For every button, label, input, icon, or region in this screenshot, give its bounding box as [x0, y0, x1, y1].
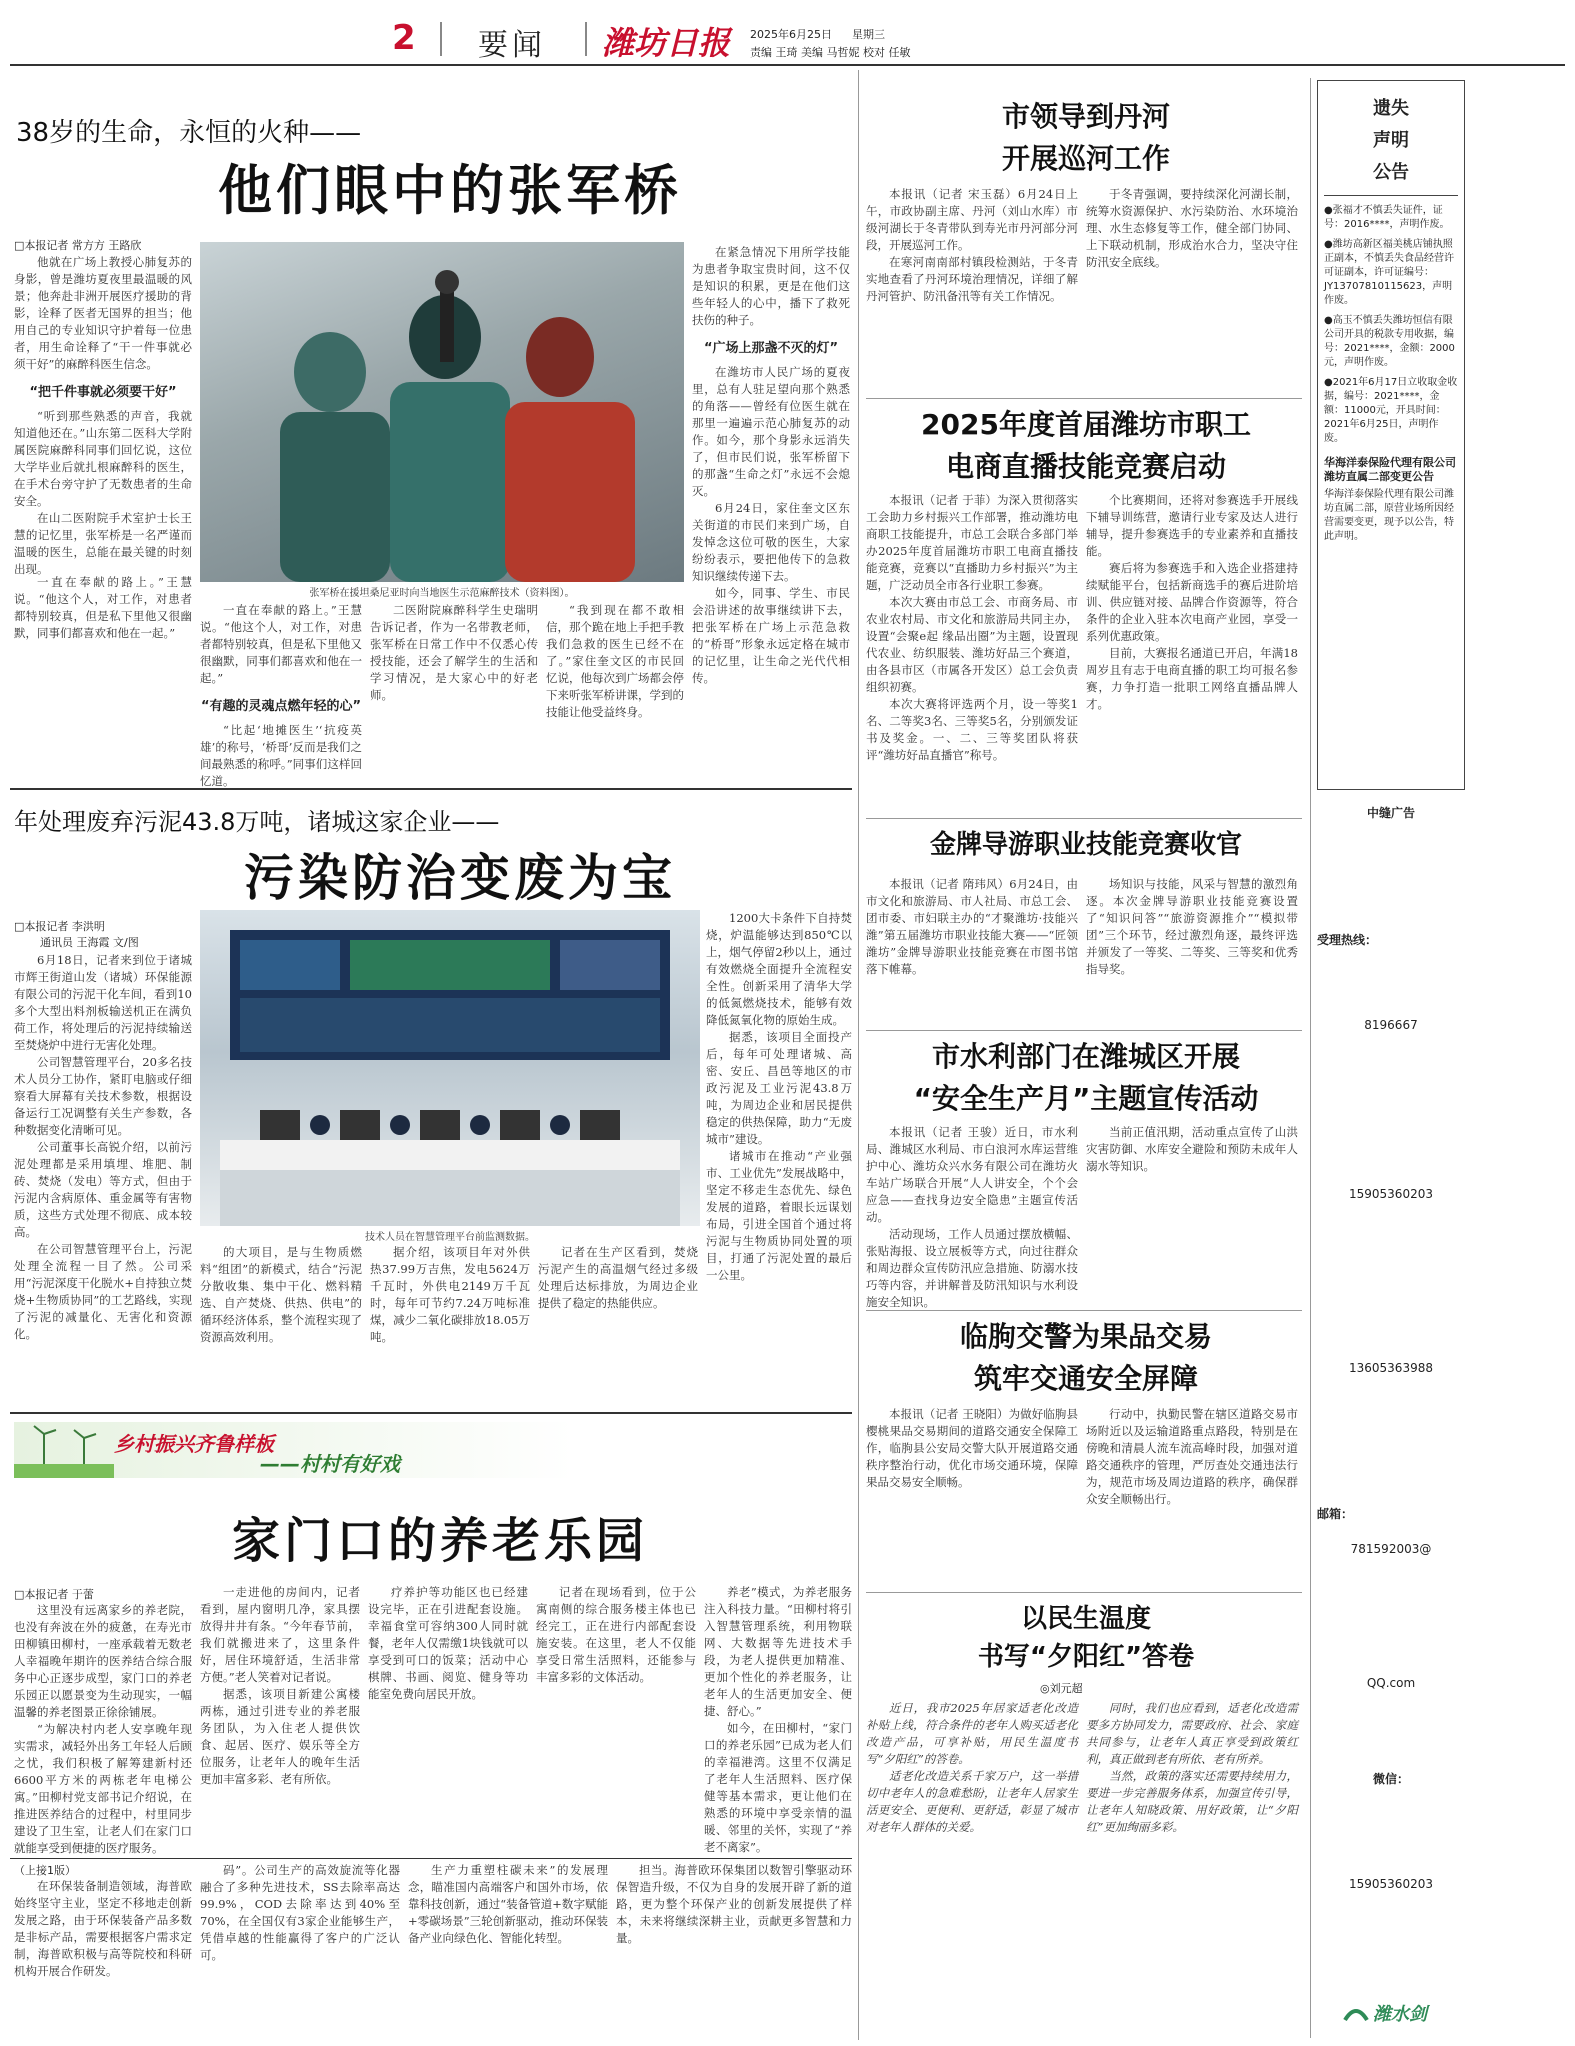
- a2-para: 公司董事长高锐介绍，以前污泥处理都是采用填埋、堆肥、制砖、焚烧（发电）等方式，但由于污泥内含病原体、重金属等有害物质，这些方式处理不彻底、成本较高。: [14, 1140, 192, 1239]
- a3-banner-title: 乡村振兴齐鲁样板: [114, 1432, 274, 1456]
- notice-title: [1324, 87, 1458, 196]
- ad-section: [1317, 804, 1465, 1891]
- notice-item: ●潍坊高新区福美桃店铺执照正副本，不慎丢失食品经营许可证副本，许可证编号：JY13707810115623，声明作废。: [1324, 239, 1454, 306]
- r6-headline: [866, 1600, 1306, 1676]
- a3-col2: [200, 1584, 360, 1852]
- ad-label: 中缝广告: [1366, 806, 1415, 820]
- mail-2: QQ.com: [1366, 1676, 1416, 1690]
- a1-para: 在山二医附院手术室护士长王慧的记忆里，张军桥是一名严谨而温暖的医生，总能在最关键的时刻出现。: [14, 511, 192, 576]
- a1-subhead-1: “把千件事就必须要干好”: [29, 385, 177, 400]
- a4-col3: [408, 1862, 608, 2042]
- r2-headline-line2: 电商直播技能竞赛启动: [945, 450, 1226, 483]
- a3-para: “为解决村内老人安享晚年现实需求，减轻外出务工年轻人后顾之忧，我们积极了解筹建新村还6600平方米的两栋老年电梯公寓。”田柳村党支部书记介绍说，在推进医养结合的过程中，村里同步建设了卫生室，让老人们在家门口就能享受到便捷的医疗服务。: [14, 1722, 192, 1855]
- a3-headline: 家门口的养老乐园: [231, 1513, 648, 1569]
- page-header: [0, 0, 1575, 62]
- a3-col3: [368, 1584, 528, 1852]
- header-divider-1: [440, 22, 442, 56]
- logo-text: 潍水剑: [1373, 2004, 1427, 2025]
- a3-byline: □本报记者 于蕾: [14, 1588, 94, 1601]
- r5-col1: [866, 1406, 1078, 1586]
- r2-para: 目前，大赛报名通道已开启，年满18周岁且有志于电商直播的职工均可报名参赛，力争打造一批职工网络直播品牌人才。: [1086, 646, 1298, 711]
- a4-col1: [14, 1862, 192, 2042]
- r6-headline-line1: 以民生温度: [1020, 1604, 1151, 1634]
- r4-para: 活动现场，工作人员通过摆放横幅、张贴海报、设立展板等方式，向过往群众和周边群众宣传防汛应急措施、防溺水技巧等内容，并讲解普及防汛知识与水利设施安全知识。: [866, 1227, 1078, 1309]
- r1-col2: [1086, 186, 1298, 386]
- r2-para: 赛后将为参赛选手和入选企业搭建持续赋能平台，包括新商选手的赛后进阶培训、供应链对接、品牌合作资源等，符合条件的企业入驻本次电商产业园，享受一系列优惠政策。: [1086, 561, 1298, 643]
- a3-col5: [704, 1584, 852, 1852]
- notice-item: 华海洋泰保险代理有限公司潍坊直属二部，原营业场所因经营需要变更，现予以公告，特此声明。: [1324, 489, 1454, 542]
- a1-photo: [200, 242, 684, 582]
- a2-para: 6月18日，记者来到位于诸城市辉王街道山发（诸城）环保能源有限公司的污泥干化车间，看到10多个大型出料剂板输送机正在满负荷工作，将处理后的污泥持续输送至焚烧炉中进行无害化处理。: [14, 953, 192, 1052]
- a4-col4: [616, 1862, 852, 2042]
- a2-photo-caption: 技术人员在智慧管理平台前监测数据。: [365, 1232, 535, 1243]
- r4-para: 当前正值汛期，活动重点宣传了山洪灾害防御、水库安全避险和预防未成年人溺水等知识。: [1086, 1125, 1298, 1173]
- r2-para: 本次大赛将评选两个月，设一等奖1名、二等奖3名、三等奖5名，分别颁发证书及奖金。一、二、三等奖团队将获评“潍坊好品直播官”称号。: [866, 697, 1078, 762]
- r4-headline: [866, 1036, 1306, 1120]
- r3-bottom-rule: [866, 1030, 1302, 1031]
- notice-item: ●2021年6月17日立收取金收据，编号：2021****，金额：11000元，开具时间：2021年6月25日，声明作废。: [1324, 377, 1458, 444]
- page-number: 2: [392, 18, 416, 58]
- r4-bottom-rule: [866, 1310, 1302, 1311]
- r3-col2: [1086, 876, 1298, 1026]
- r3-headline: 金牌导游职业技能竞赛收官: [929, 830, 1242, 860]
- a2-para: 公司智慧管理平台，20多名技术人员分工协作，紧盯电脑或仔细察看大屏幕有关技术参数，根据设备运行工况调整有关生产参数，各种数据变化清晰可见。: [14, 1055, 192, 1137]
- r2-para: 本报讯（记者 于菲）为深入贯彻落实工会助力乡村振兴工作部署，推动潍坊电商职工技能提升，市总工会联合多部门举办2025年度首届潍坊市职工电商直播技能竞赛，竞赛以“直播助力乡村振兴”为主题，广泛动员全市各行业职工参赛。: [866, 493, 1078, 592]
- r6-headline-line2: 书写“夕阳红”答卷: [977, 1642, 1195, 1672]
- a1-bottom-rule: [10, 788, 852, 790]
- a2-col4: [538, 1244, 698, 1402]
- r3-para: 场知识与技能，风采与智慧的激烈角逐。本次金牌导游职业技能竞赛设置了“知识问答”“旅游资源推介”“模拟带团”三个环节，经过激烈角逐，最终评选并颁发了一等奖、二等奖、三等奖和优秀指导奖。: [1086, 877, 1298, 976]
- r5-col2: [1086, 1406, 1298, 1586]
- r6-para: 适老化改造关系千家万户，这一举措切中老年人的急难愁盼，让老年人居家生活更安全、更便利、更舒适，彰显了城市对老年人群体的关爱。: [866, 1769, 1078, 1834]
- r1-headline-line1: 市领导到丹河: [1001, 100, 1170, 133]
- mail-label: 邮箱：: [1317, 1507, 1354, 1521]
- r6-byline: ◎刘元超: [1040, 1682, 1083, 1695]
- a3-para: 如今，在田柳村，“家门口的养老乐园”已成为老人们的幸福港湾。这里不仅满足了老年人生活照料、医疗保健等基本需求，更让他们在熟悉的环境中享受亲情的温暖、邻里的关怀，实现了“养老不离家”。: [704, 1721, 852, 1854]
- r2-para: 本次大赛由市总工会、市商务局、市农业农村局、市文化和旅游局共同主办，设置“会聚e起 缘品出圈”为主题，设置现代农业、纺织服装、潍坊好品三个赛道，由各县市区（市属各开发区）总工会负责组织初赛。: [866, 595, 1078, 694]
- a1-para: “听到那些熟悉的声音，我就知道他还在。”山东第二医科大学附属医院麻醉科同事们回忆说，这位大学毕业后就扎根麻醉科的医生，在手术台旁守护了无数患者的生命安全。: [14, 409, 192, 508]
- a2-para: 据悉，该项目全面投产后，每年可处理诸城、高密、安丘、昌邑等地区的市政污泥及工业污泥43.8万吨，为周边企业和居民提供稳定的供热保障，助力“无废城市”建设。: [706, 1030, 852, 1146]
- r1-bottom-rule: [866, 398, 1302, 399]
- r5-headline: [866, 1316, 1306, 1400]
- a2-photo: [200, 910, 700, 1226]
- a2-bottom-rule: [10, 1412, 852, 1414]
- a1-subhead-3: “广场上那盏不灭的灯”: [703, 341, 839, 356]
- a1-para: 如今，同事、学生、市民会沿讲述的故事继续讲下去，把张军桥在广场上示范急救的“桥哥”形象永远定格在城市的记忆里，让生命之光代代相传。: [692, 586, 850, 685]
- r1-headline-line2: 开展巡河工作: [1001, 142, 1170, 175]
- a4-col2: [200, 1862, 400, 2042]
- r1-para: 在寒河南南部村镇段检测站，于冬青实地查看了丹河环境治理情况，详细了解丹河管护、防汛备汛等有关工作情况。: [866, 255, 1078, 303]
- a2-headline: 污染防治变废为宝: [244, 848, 676, 907]
- a3-para: 这里没有远离家乡的养老院，也没有奔波在外的疲惫，在寿光市田柳镇田柳村，一座承载着无数老人幸福晚年期许的医养结合综合服务中心正逐步成型，家门口的养老乐园正以愿景变为生动现实，一幅温馨的养老图景正徐徐铺展。: [14, 1603, 192, 1719]
- a2-para: 据介绍，该项目年对外供热37.99万吉焦，发电5624万千瓦时，外供电2149万千瓦时，每年可节约7.24万吨标准煤，减少二氧化碳排放18.05万吨。: [370, 1245, 530, 1344]
- a2-para: 的大项目，是与生物质燃料“组团”的新模式，结合“污泥分散收集、集中干化、燃料精选、自产焚烧、供热、供电”的循环经济体系，整个流程实现了资源高效利用。: [200, 1245, 362, 1344]
- sidebar-notices: [1310, 78, 1568, 2038]
- header-divider-2: [585, 22, 587, 56]
- notice-title-line1: 遗失: [1373, 98, 1409, 119]
- a2-para: 在公司智慧管理平台上，污泥处理全流程一目了然。公司采用“污泥深度干化脱水+自持独立焚烧+生物质协同”的工艺路线，实现了污泥的减量化、无害化和资源化。: [14, 1242, 192, 1341]
- a1-para: “我到现在都不敢相信，那个跪在地上手把手教我们急救的医生已经不在了。”家住奎文区的市民回忆说，他每次到广场都会停下来听张军桥讲课，学到的技能让他受益终身。: [546, 603, 684, 719]
- logo-mark-icon: [1341, 1998, 1371, 2026]
- r5-headline-line1: 临朐交警为果品交易: [959, 1320, 1212, 1353]
- r2-headline: [866, 404, 1306, 488]
- a2-col2: [200, 1244, 362, 1402]
- r4-headline-line2: “安全生产月”主题宣传活动: [913, 1082, 1259, 1115]
- r6-col2: [1086, 1700, 1298, 2040]
- r3-col1: [866, 876, 1078, 1026]
- r5-headline-line2: 筑牢交通安全屏障: [973, 1362, 1198, 1395]
- a3-para: 记者在现场看到，位于公寓南侧的综合服务楼主体也已经完工，正在进行内部配套设施安装。在这里，老人不仅能享受日常生活照料，还能参与丰富多彩的文体活动。: [536, 1585, 696, 1684]
- hotline-label: 受理热线：: [1317, 933, 1378, 947]
- a3-col4: [536, 1584, 696, 1852]
- a3-bottom-rule: [10, 1858, 852, 1859]
- notice-item: ●张福才不慎丢失证件，证号：2016****，声明作废。: [1324, 205, 1450, 230]
- main-right-divider: [858, 70, 859, 2040]
- r1-para: 于冬青强调，要持续深化河湖长制，统筹水资源保护、水污染防治、水环境治理、水生态修复等工作，健全部门协同、上下联动机制，形成治水合力，坚决守住防汛安全底线。: [1086, 187, 1298, 269]
- r2-headline-line1: 2025年度首届潍坊市职工: [921, 408, 1251, 441]
- a1-col5: [692, 244, 850, 780]
- header-rule: [10, 64, 1565, 66]
- r3-para: 本报讯（记者 隋玮风）6月24日，由市文化和旅游局、市人社局、市总工会、团市委、市妇联主办的“才聚潍坊·技能兴潍”第五届潍坊市职业技能大赛——“匠领潍坊”金牌导游职业技能竞赛在市图书馆落下帷幕。: [866, 877, 1078, 976]
- masthead: 潍坊日报: [602, 24, 731, 62]
- section-name: 要闻: [478, 28, 546, 63]
- a1-byline: □本报记者 常方方 王路欣: [14, 239, 142, 252]
- mail-1: 781592003@: [1350, 1542, 1432, 1556]
- issue-weekday: 星期三: [852, 28, 885, 41]
- r4-headline-line1: 市水利部门在潍城区开展: [931, 1040, 1240, 1073]
- a1-para: “比起‘地摊医生’‘抗疫英雄’的称号，‘桥哥’反而是我们之间最熟悉的称呼。”同事们这样回忆道。: [200, 723, 362, 788]
- a2-para: 1200大卡条件下自持焚烧，炉温能够达到850℃以上，烟气停留2秒以上，通过有效燃烧全面提升全流程安全性。创新采用了清华大学的低氮燃烧技术，能够有效降低氮氧化物的原始生成。: [706, 911, 852, 1027]
- a4-continued: （上接1版）: [14, 1864, 76, 1877]
- a3-para: 据悉，该项目新建公寓楼两栋，通过引进专业的养老服务团队，为入住老人提供饮食、起居、医疗、娱乐等全方位服务，让老年人的晚年生活更加丰富多彩、老有所依。: [200, 1687, 360, 1786]
- a1-para: 二医附院麻醉科学生史瑞明告诉记者，作为一名带教老师，张军桥在日常工作中不仅悉心传授技能，还会了解学生的生活和学习情况，是大家心中的好老师。: [370, 603, 538, 702]
- phone-3: 13605363988: [1349, 1361, 1433, 1375]
- issue-date: 2025年6月25日: [750, 28, 832, 41]
- r5-para: 本报讯（记者 王晓阳）为做好临朐县樱桃果品交易期间的道路交通安全保障工作，临朐县公安局交警大队开展道路交通秩序整治行动，优化市场交通环境，保障果品交易安全顺畅。: [866, 1407, 1078, 1489]
- r1-para: 本报讯（记者 宋玉磊）6月24日上午，市政协副主席、丹河（刘山水库）市级河湖长于冬青带队到寿光市丹河部分河段，开展巡河工作。: [866, 187, 1078, 252]
- r4-para: 本报讯（记者 王骏）近日，市水利局、潍城区水利局、市白浪河水库运营维护中心、潍坊众兴水务有限公司在潍坊火车站广场联合开展“人人讲安全，个个会应急——查找身边安全隐患”主题宣传活动。: [866, 1125, 1078, 1224]
- a1-para: 6月24日，家住奎文区东关街道的市民们来到广场，自发悼念这位可敬的医生，大家纷纷表示，要把他传下的急救知识继续传递下去。: [692, 501, 850, 583]
- a2-byline-2: 通讯员 王海霞 文/图: [40, 936, 139, 949]
- notice-title-line3: 公告: [1373, 162, 1409, 183]
- phone-1: 8196667: [1364, 1018, 1418, 1032]
- a1-para: 在紧急情况下用所学技能为患者争取宝贵时间，这不仅是知识的积累，更是在他们这些年轻人的心中，播下了救死扶伤的种子。: [692, 245, 850, 327]
- notice-company: 华海洋泰保险代理有限公司潍坊直属二部变更公告: [1324, 456, 1456, 483]
- a2-col3: [370, 1244, 530, 1402]
- a2-byline: □本报记者 李洪明: [14, 920, 105, 933]
- a3-col1: [14, 1602, 192, 1855]
- notice-box: [1317, 80, 1465, 790]
- r2-col2: [1086, 492, 1298, 812]
- a1-para: 一直在奉献的路上。”王慧说。“他这个人，对工作，对患者都特别较真，但是私下里他又很幽默，同事们都喜欢和他在一起。”: [200, 603, 362, 685]
- notice-title-line2: 声明: [1373, 130, 1409, 151]
- notice-item: ●高玉不慎丢失潍坊恒信有限公司开具的税款专用收据，编号：2021****，金额：2000元，声明作废。: [1324, 315, 1455, 368]
- r2-para: 个比赛期间，还将对参赛选手开展线下辅导训练营，邀请行业专家及达人进行辅导，提升参赛选手的专业素养和直播技能。: [1086, 493, 1298, 558]
- a2-para: 诸城市在推动“产业强市、工业优先”发展战略中，坚定不移走生态优先、绿色发展的道路，着眼长远谋划布局，引进全国首个通过将污泥与生物质协同处置的项目，打通了污泥处置的最后一公里。: [706, 1149, 852, 1282]
- a4-para: 担当。海普欧环保集团以数智引擎驱动环保智造升级，不仅为自身的发展开辟了新的道路，更为整个环保产业的创新发展提供了样本，未来将继续深耕主业，贡献更多智慧和力量。: [616, 1863, 852, 1945]
- r4-col1: [866, 1124, 1078, 1309]
- a1-col-left-lower: [14, 574, 192, 780]
- a1-kicker: 38岁的生命，永恒的火种——: [16, 118, 362, 148]
- wechat-id: 15905360203: [1349, 1877, 1433, 1891]
- a3-para: 养老”模式，为养老服务注入科技力量。“田柳村将引入智慧管理系统，利用物联网、大数据等先进技术手段，为老人提供更加精准、更加个性化的养老服务，让老年人的生活更加安全、便捷、舒心。”: [704, 1585, 852, 1718]
- wechat-label: 微信：: [1372, 1772, 1409, 1786]
- a1-col3: [370, 602, 538, 780]
- a1-col2: [200, 602, 362, 788]
- a1-headline: 他们眼中的张军桥: [218, 158, 682, 222]
- a1-photo-figures: [200, 242, 684, 582]
- a1-para: 他就在广场上教授心肺复苏的身影，曾是潍坊夏夜里最温暖的风景；他奔赴非洲开展医疗援助的背影，诠释了医者无国界的担当；他用自己的专业知识守护着每一位患者，用生命诠释了“干一件事就必须干好”的麻醉科医生信念。: [14, 255, 192, 371]
- a3-banner-subtitle: ——村村有好戏: [260, 1452, 400, 1476]
- r6-para: 同时，我们也应看到，适老化改造需要多方协同发力，需要政府、社会、家庭共同参与，让老年人真正享受到政策红利，真正做到老有所依、老有所养。: [1086, 1701, 1298, 1766]
- r4-col2: [1086, 1124, 1298, 1304]
- a4-para: 在环保装备制造领域，海普欧始终坚守主业，坚定不移地走创新发展之路，由于环保装备产品多数是非标产品，需要根据客户需求定制，海普欧积极与高等院校和科研机构开展合作研发。: [14, 1879, 192, 1978]
- a4-para: 生产力重塑柱碳未来”的发展理念，瞄准国内高端客户和国外市场，依靠科技创新，通过“装备管道+数字赋能+零碳场景”三轮创新驱动，推动环保装备产业向绿色化、智能化转型。: [408, 1863, 608, 1945]
- a2-col5: [706, 910, 852, 1402]
- wind-turbine-icon: [14, 1422, 114, 1478]
- r2-bottom-rule: [866, 818, 1302, 819]
- a3-para: 一走进他的房间内，记者看到，屋内窗明几净，家具摆放得井井有条。“今年春节前，我们就搬进来了，这里条件好，居住环境舒适，生活非常方便。”老人笑着对记者说。: [200, 1585, 360, 1684]
- a1-photo-caption: 张军桥在援坦桑尼亚时向当地医生示范麻醉技术（资料图）。: [309, 588, 575, 599]
- a1-subhead-2: “有趣的灵魂点燃年轻的心”: [200, 699, 362, 714]
- a2-para: 记者在生产区看到，焚烧污泥产生的高温烟气经过多级处理后达标排放，为周边企业提供了稳定的热能供应。: [538, 1245, 698, 1310]
- a2-col1: [14, 952, 192, 1402]
- phone-2: 15905360203: [1349, 1187, 1433, 1201]
- r6-para: 当然，政策的落实还需要持续用力，要进一步完善服务体系，加强宣传引导，让老年人知晓政策、用好政策，让“夕阳红”更加绚丽多彩。: [1086, 1769, 1298, 1834]
- footer-logo: [1341, 1998, 1461, 2028]
- a3-para: 疗养护等功能区也已经建设完毕，正在引进配套设施。幸福食堂可容纳300人同时就餐，老年人仅需缴1块钱就可以享受到可口的饭菜；活动中心棋牌、书画、阅览、健身等功能室免费向居民开放。: [368, 1585, 528, 1701]
- r1-col1: [866, 186, 1078, 386]
- r1-headline: [866, 96, 1306, 180]
- r6-para: 近日，我市2025年居家适老化改造补贴上线，符合条件的老年人购买适老化改造产品，可享补贴，用民生温度书写“夕阳红”的答卷。: [866, 1701, 1078, 1766]
- a2-kicker: 年处理废弃污泥43.8万吨，诸城这家企业——: [14, 808, 500, 836]
- a3-banner: [14, 1422, 574, 1478]
- a1-para: 一直在奉献的路上。”王慧说。“他这个人，对工作，对患者都特别较真，但是私下里他又很幽默，同事们都喜欢和他在一起。”: [14, 575, 192, 640]
- r5-bottom-rule: [866, 1592, 1302, 1593]
- a4-para: 码”。公司生产的高效旋流等化器融合了多种先进技术，SS去除率高达99.9%，COD去除率达到40%至70%，在全国仅有3家企业能够生产，凭借卓越的性能赢得了客户的广泛认可。: [200, 1863, 400, 1962]
- a1-para: 在潍坊市人民广场的夏夜里，总有人驻足望向那个熟悉的角落——曾经有位医生就在那里一遍遍示范心肺复苏的动作。如今，那个身影永远消失了，但市民们说，张军桥留下的那盏“生命之灯”永远不会熄灭。: [692, 365, 850, 498]
- a1-col4: [546, 602, 684, 780]
- r2-col1: [866, 492, 1078, 812]
- editor-staff: 责编 王琦 美编 马哲妮 校对 任敏: [750, 46, 911, 59]
- r5-para: 行动中，执勤民警在辖区道路交易市场附近以及运输道路重点路段，特别是在傍晚和清晨人流车流高峰时段，加强对道路交通秩序的管理，严厉查处交通违法行为，规范市场及周边道路的秩序，确保群众安全顺畅出行。: [1086, 1407, 1298, 1506]
- a2-photo-control-room: [200, 910, 700, 1226]
- r6-col1: [866, 1700, 1078, 2040]
